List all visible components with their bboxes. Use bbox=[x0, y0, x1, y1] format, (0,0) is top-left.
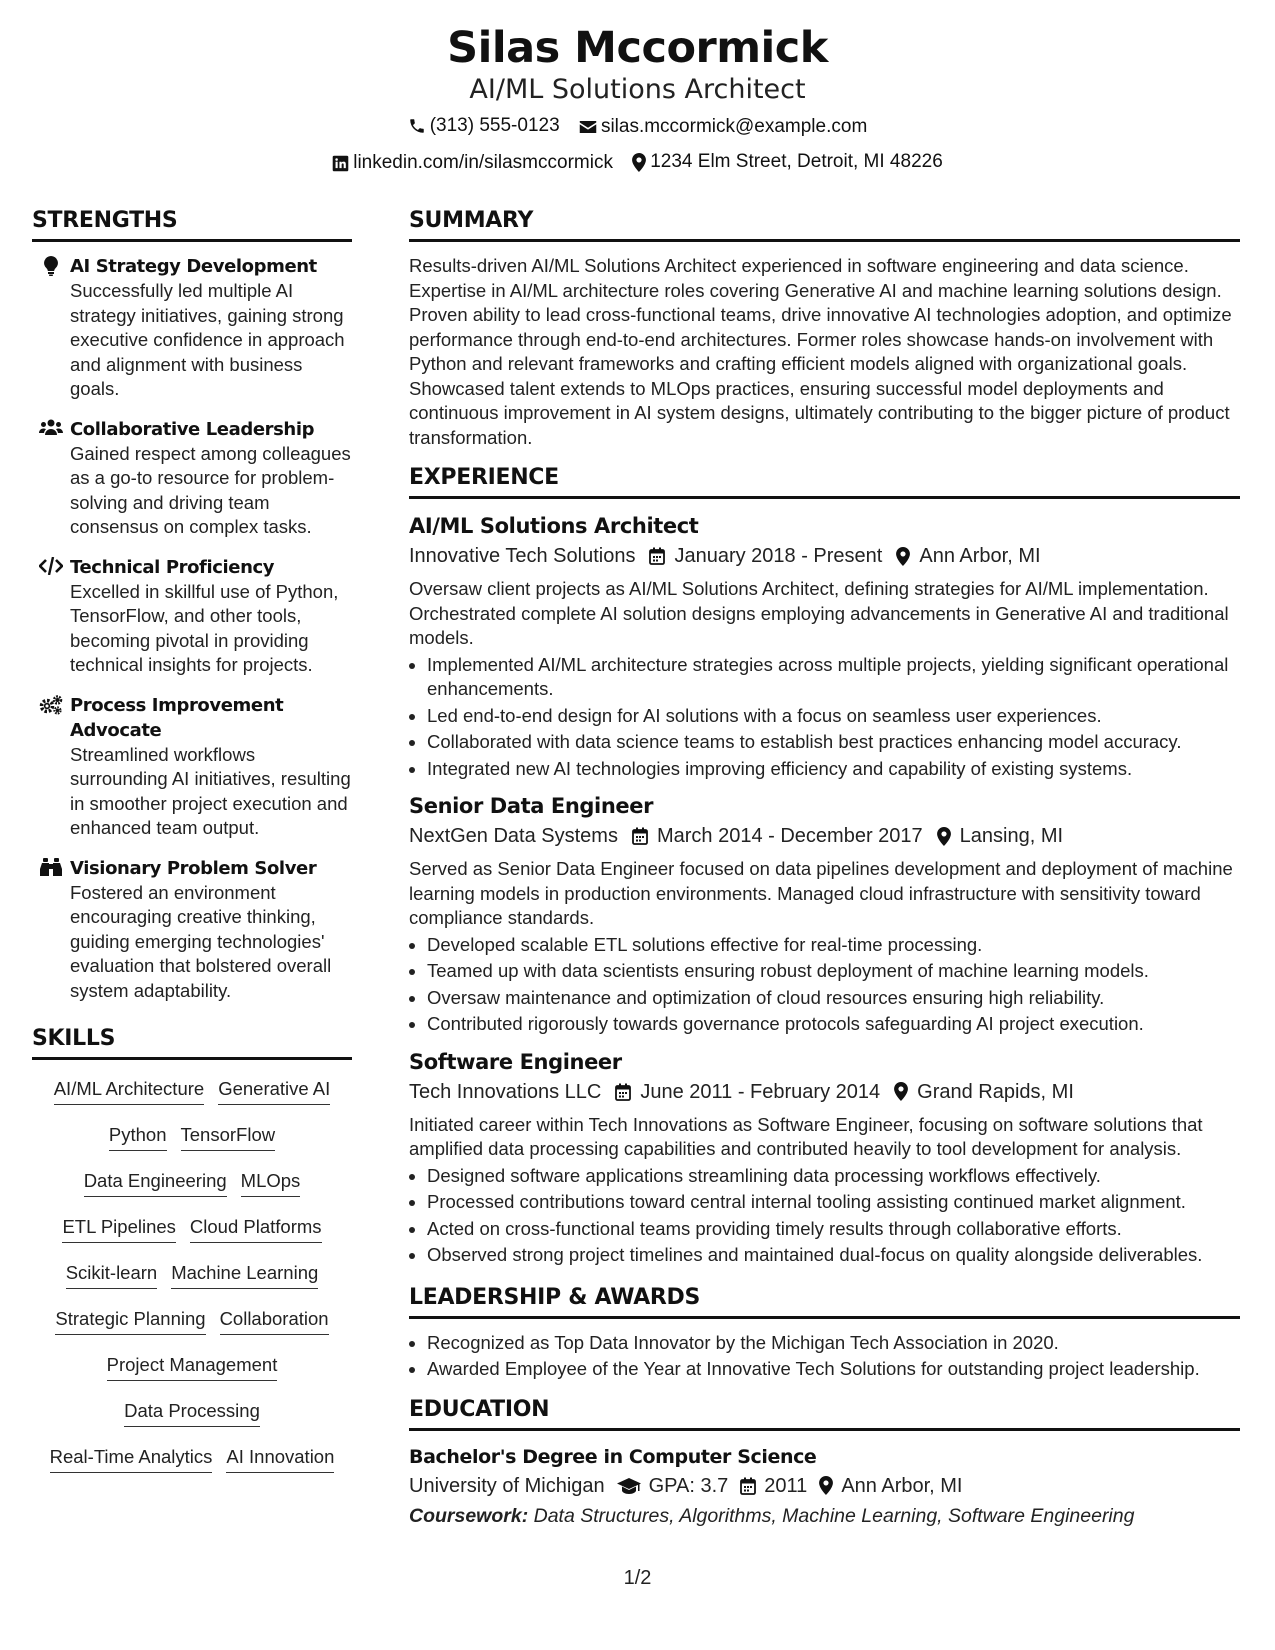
users-icon bbox=[39, 419, 63, 436]
address-item bbox=[632, 150, 943, 174]
job-meta bbox=[409, 821, 1240, 851]
skill-row bbox=[32, 1122, 352, 1151]
job-bullets bbox=[409, 933, 1240, 1037]
map-pin-icon bbox=[819, 1476, 833, 1495]
bullet-item: • Processed contributions toward central internal tooling assisting continued market alignment. bbox=[427, 1190, 1240, 1215]
bullet-item: • Recognized as Top Data Innovator by the Michigan Tech Association in 2020. bbox=[427, 1331, 1240, 1356]
bullet-item: • Teamed up with data scientists ensuring robust deployment of machine learning models. bbox=[427, 959, 1240, 984]
contact-row-1 bbox=[0, 114, 1275, 142]
skill-tag: Collaboration bbox=[220, 1306, 329, 1335]
job-desc: Oversaw client projects as AI/ML Solutions Architect, defining strategies for AI/ML implementation. Orchestrated complete AI solution designs employing advancements in Generative AI and traditional models. bbox=[409, 578, 1229, 648]
job-meta bbox=[409, 541, 1240, 571]
skill-tag: Project Management bbox=[107, 1352, 278, 1381]
lightbulb-icon bbox=[44, 256, 58, 276]
edu-gpa: GPA: 3.7 bbox=[648, 1474, 729, 1497]
skill-row bbox=[32, 1076, 352, 1105]
gears-icon bbox=[39, 695, 63, 715]
graduation-cap-icon bbox=[617, 1477, 641, 1495]
job-desc: Initiated career within Tech Innovations as Software Engineer, focusing on software solutions that amplified data processing capabilities and contributed heavily to tool development for analysis. bbox=[409, 1113, 1203, 1159]
skill-tag: AI Innovation bbox=[226, 1444, 334, 1473]
job-bullets bbox=[409, 653, 1240, 782]
map-pin-icon bbox=[632, 153, 646, 172]
bullet-item: • Contributed rigorously towards governance protocols safeguarding AI project execution. bbox=[427, 1012, 1240, 1037]
code-icon bbox=[39, 557, 63, 575]
summary-text: Results-driven AI/ML Solutions Architect experienced in software engineering and data science. Expertise in AI/ML architecture roles covering Generative AI and machine learning solutions design. Proven ability to lead cross-functional teams, drive innovative AI technologies adoption, and optimize performance through end-to-end architectures. Former roles showcase hands-on involvement with Python and relevant frameworks and crafting efficient models aligned with organizational goals. Showcased talent extends to MLOps practices, ensuring successful model deployments and continuous improvement in AI system designs, ultimately contributing to the bigger picture of product transformation. bbox=[409, 255, 1232, 448]
candidate-name: Silas Mccormick bbox=[447, 23, 828, 73]
job-company: Tech Innovations LLC bbox=[409, 1080, 602, 1103]
linkedin-text[interactable]: linkedin.com/in/silasmccormick bbox=[353, 152, 613, 173]
calendar-icon bbox=[740, 1477, 756, 1495]
edu-year: 2011 bbox=[764, 1474, 808, 1497]
edu-location: Ann Arbor, MI bbox=[841, 1474, 963, 1497]
linkedin-item[interactable] bbox=[332, 151, 613, 175]
skill-tag: Machine Learning bbox=[171, 1260, 318, 1289]
skill-tag: TensorFlow bbox=[181, 1122, 276, 1151]
linkedin-icon bbox=[332, 155, 349, 172]
skill-tag: Data Engineering bbox=[84, 1168, 227, 1197]
map-pin-icon bbox=[896, 547, 910, 566]
strength-title: AI Strategy Development bbox=[70, 256, 317, 277]
email-text[interactable]: silas.mccormick@example.com bbox=[600, 116, 868, 137]
edu-school: University of Michigan bbox=[409, 1474, 605, 1497]
job-title: AI/ML Solutions Architect bbox=[409, 514, 699, 538]
bullet-item: • Awarded Employee of the Year at Innovative Tech Solutions for outstanding project leadership. bbox=[427, 1357, 1240, 1382]
leadership-heading: LEADERSHIP & AWARDS bbox=[409, 1284, 1240, 1319]
job-location: Grand Rapids, MI bbox=[917, 1080, 1074, 1103]
map-pin-icon bbox=[937, 827, 951, 846]
skill-tag: Scikit-learn bbox=[66, 1260, 158, 1289]
phone-item bbox=[408, 114, 560, 138]
job-entry bbox=[409, 791, 1240, 1037]
job-dates: June 2011 - February 2014 bbox=[640, 1080, 881, 1103]
skill-row bbox=[32, 1398, 352, 1427]
email-item[interactable] bbox=[579, 115, 867, 139]
job-location: Lansing, MI bbox=[959, 825, 1064, 847]
bullet-item: • Collaborated with data science teams to establish best practices enhancing model accuracy. bbox=[427, 730, 1240, 755]
bullet-item: • Designed software applications streamlining data processing workflows effectively. bbox=[427, 1164, 1240, 1189]
leadership-list bbox=[409, 1331, 1240, 1382]
strength-item bbox=[32, 693, 352, 841]
summary-heading: SUMMARY bbox=[409, 207, 1240, 242]
skill-row bbox=[32, 1444, 352, 1473]
job-entry bbox=[409, 1047, 1240, 1268]
skills-heading: SKILLS bbox=[32, 1025, 352, 1060]
strength-title: Process Improvement Advocate bbox=[70, 694, 284, 741]
calendar-icon bbox=[632, 827, 648, 845]
job-company: NextGen Data Systems bbox=[409, 825, 618, 847]
bullet-item: • Oversaw maintenance and optimization of cloud resources ensuring high reliability. bbox=[427, 986, 1240, 1011]
phone-icon bbox=[408, 117, 426, 135]
job-location: Ann Arbor, MI bbox=[919, 545, 1041, 567]
skill-row bbox=[32, 1214, 352, 1243]
strength-item bbox=[32, 856, 352, 1004]
strength-title: Visionary Problem Solver bbox=[70, 857, 317, 879]
strength-desc: Excelled in skillful use of Python, TensorFlow, and other tools, becoming pivotal in providing technical insights for projects. bbox=[70, 580, 339, 675]
map-pin-icon bbox=[894, 1082, 908, 1101]
edu-coursework bbox=[409, 1501, 1240, 1531]
skill-tag: Real-Time Analytics bbox=[50, 1444, 213, 1473]
job-title: Software Engineer bbox=[409, 1049, 622, 1074]
bullet-item: • Developed scalable ETL solutions effective for real-time processing. bbox=[427, 933, 1240, 958]
skill-tag: Cloud Platforms bbox=[190, 1214, 322, 1243]
skill-tag: AI/ML Architecture bbox=[54, 1076, 204, 1105]
address-text: 1234 Elm Street, Detroit, MI 48226 bbox=[650, 151, 943, 172]
strength-desc: Gained respect among colleagues as a go-to resource for problem-solving and driving team consensus on complex tasks. bbox=[70, 442, 351, 537]
skill-tag: ETL Pipelines bbox=[62, 1214, 175, 1243]
edu-meta bbox=[409, 1471, 1240, 1501]
resume-header bbox=[0, 22, 1275, 179]
job-meta bbox=[409, 1077, 1240, 1107]
job-company: Innovative Tech Solutions bbox=[409, 545, 636, 567]
binoculars-icon bbox=[40, 858, 62, 876]
job-title: Senior Data Engineer bbox=[409, 794, 654, 818]
phone-text: (313) 555-0123 bbox=[429, 115, 560, 136]
bullet-item: • Led end-to-end design for AI solutions with a focus on seamless user experiences. bbox=[427, 704, 1240, 729]
edu-degree: Bachelor's Degree in Computer Science bbox=[409, 1445, 817, 1468]
skill-tag: Data Processing bbox=[124, 1398, 260, 1427]
strength-item bbox=[32, 254, 352, 402]
job-dates: March 2014 - December 2017 bbox=[656, 825, 923, 847]
strengths-heading: STRENGTHS bbox=[32, 207, 352, 242]
job-desc: Served as Senior Data Engineer focused on data pipelines development and deployment of machine learning models in production environments. Managed cloud infrastructure with sensitivity toward compliance standards. bbox=[409, 858, 1233, 928]
skill-row bbox=[32, 1260, 352, 1289]
coursework-label: Coursework: bbox=[409, 1504, 529, 1527]
skill-row bbox=[32, 1168, 352, 1197]
page-number: 1/2 bbox=[623, 1567, 652, 1589]
envelope-icon bbox=[579, 119, 597, 135]
skill-tag: MLOps bbox=[241, 1168, 301, 1197]
skill-tag: Strategic Planning bbox=[55, 1306, 205, 1335]
strength-desc: Successfully led multiple AI strategy initiatives, gaining strong executive confidence in approach and alignment with business goals. bbox=[70, 280, 345, 399]
education-heading: EDUCATION bbox=[409, 1396, 1240, 1431]
calendar-icon bbox=[615, 1083, 631, 1101]
bullet-item: • Integrated new AI technologies improving efficiency and capability of existing systems. bbox=[427, 757, 1240, 782]
skill-tag: Python bbox=[109, 1122, 167, 1151]
right-column bbox=[409, 207, 1240, 1531]
skill-row bbox=[32, 1306, 352, 1335]
skill-tag: Generative AI bbox=[218, 1076, 330, 1105]
experience-heading: EXPERIENCE bbox=[409, 464, 1240, 499]
strength-desc: Streamlined workflows surrounding AI initiatives, resulting in smoother project execution and enhanced team output. bbox=[70, 743, 351, 838]
skills-list bbox=[32, 1076, 352, 1473]
strength-item bbox=[32, 555, 352, 678]
job-entry bbox=[409, 511, 1240, 781]
job-bullets bbox=[409, 1164, 1240, 1268]
bullet-item: • Acted on cross-functional teams providing timely results through collaborative efforts. bbox=[427, 1217, 1240, 1242]
strength-item bbox=[32, 417, 352, 540]
calendar-icon bbox=[649, 547, 665, 565]
coursework-text: Data Structures, Algorithms, Machine Learning, Software Engineering bbox=[533, 1504, 1135, 1527]
strength-title: Collaborative Leadership bbox=[70, 418, 315, 440]
bullet-item: • Observed strong project timelines and maintained dual-focus on quality alongside deliverables. bbox=[427, 1243, 1240, 1268]
skill-row bbox=[32, 1352, 352, 1381]
strength-desc: Fostered an environment encouraging creative thinking, guiding emerging technologies' evaluation that bolstered overall system adaptability. bbox=[70, 881, 332, 1001]
job-dates: January 2018 - Present bbox=[674, 545, 883, 567]
strength-title: Technical Proficiency bbox=[70, 556, 275, 578]
left-column bbox=[32, 207, 352, 1490]
candidate-title: AI/ML Solutions Architect bbox=[469, 74, 806, 105]
bullet-item: • Implemented AI/ML architecture strategies across multiple projects, yielding significant operational enhancements. bbox=[427, 653, 1240, 702]
contact-row-2 bbox=[0, 150, 1275, 179]
